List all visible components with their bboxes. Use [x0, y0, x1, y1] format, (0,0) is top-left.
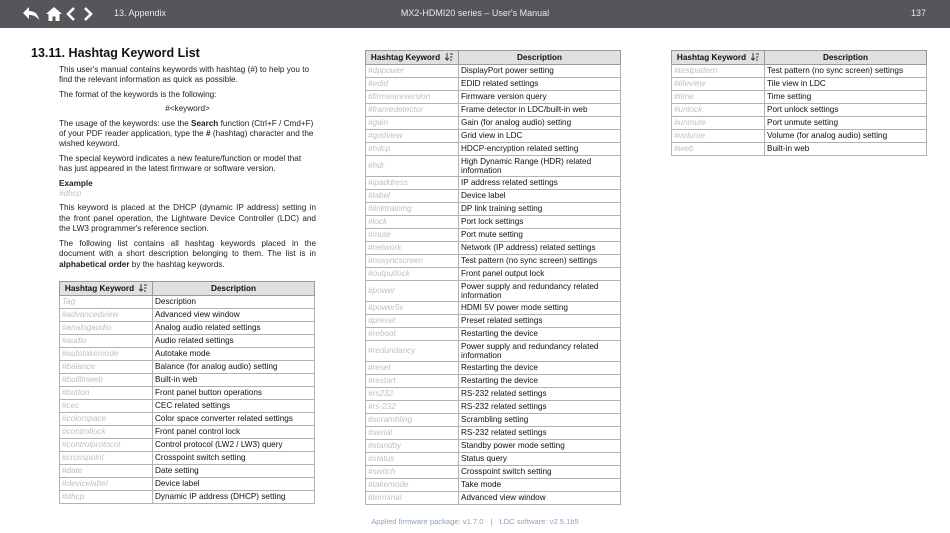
table-row [366, 281, 621, 302]
table-row [366, 117, 621, 130]
format-paragraph: The format of the keywords is the following: [59, 89, 217, 99]
sort-icon [751, 53, 759, 61]
keyword-description: Time setting [765, 91, 927, 104]
table-row [60, 439, 315, 452]
keyword-description: Preset related settings [459, 315, 621, 328]
keyword-column-header[interactable]: Hashtag Keyword [366, 51, 459, 65]
hashtag-keyword: #lock [366, 216, 459, 229]
keyword-description: Restarting the device [459, 362, 621, 375]
table-row [366, 130, 621, 143]
table-row [366, 190, 621, 203]
keyword-column-header[interactable]: Hashtag Keyword [60, 282, 153, 296]
table-row [60, 374, 315, 387]
keyword-description: Take mode [459, 479, 621, 492]
table-row [672, 143, 927, 156]
hashtag-keyword: #time [672, 91, 765, 104]
table-row [366, 302, 621, 315]
hashtag-table-1 [59, 281, 315, 504]
table-row [366, 216, 621, 229]
description-column-header: Description [459, 51, 621, 65]
table-row [60, 296, 315, 309]
keyword-description: Tile view in LDC [765, 78, 927, 91]
document-title: MX2-HDMI20 series – User's Manual [400, 8, 550, 18]
example-description: This keyword is placed at the DHCP (dynamic IP address) setting in the front panel operation, the Lightware Device Controller (LDC) and the LW3 programmer's reference section. [59, 203, 316, 234]
description-column-header: Description [765, 51, 927, 65]
table-row [366, 414, 621, 427]
hashtag-table-3 [671, 50, 927, 156]
hashtag-table-2 [365, 50, 621, 505]
hashtag-keyword: #preset [366, 315, 459, 328]
hashtag-keyword: #power [366, 281, 459, 302]
table-row [366, 242, 621, 255]
footer [0, 517, 950, 526]
hashtag-keyword: #balance [60, 361, 153, 374]
hashtag-keyword: #devicelabel [60, 478, 153, 491]
hashtag-keyword: #crosspoint [60, 452, 153, 465]
hashtag-keyword: #standby [366, 440, 459, 453]
hashtag-keyword: #gain [366, 117, 459, 130]
table-row [366, 492, 621, 505]
keyword-description: Test pattern (no sync screen) settings [459, 255, 621, 268]
table-row [366, 229, 621, 242]
keyword-description: RS-232 related settings [459, 388, 621, 401]
hashtag-keyword: #gridview [366, 130, 459, 143]
table-row [366, 479, 621, 492]
keyword-description: Front panel control lock [153, 426, 315, 439]
table-row [366, 466, 621, 479]
keyword-description: Advanced view window [459, 492, 621, 505]
hashtag-keyword: #dppower [366, 65, 459, 78]
firmware-version-link[interactable]: Applied firmware package: v1.7.0 [371, 517, 484, 526]
table-row [366, 362, 621, 375]
keyword-description: Device label [459, 190, 621, 203]
keyword-description: Port lock settings [459, 216, 621, 229]
keyword-description: Network (IP address) related settings [459, 242, 621, 255]
hashtag-keyword: #unlock [672, 104, 765, 117]
keyword-description: Front panel output lock [459, 268, 621, 281]
keyword-description: EDID related settings [459, 78, 621, 91]
table-row [366, 91, 621, 104]
keyword-description: DisplayPort power setting [459, 65, 621, 78]
hashtag-keyword: #web [672, 143, 765, 156]
table-row [672, 78, 927, 91]
keyword-description: Device label [153, 478, 315, 491]
hashtag-keyword: #tileview [672, 78, 765, 91]
table-row [60, 478, 315, 491]
keyword-description: Grid view in LDC [459, 130, 621, 143]
hashtag-keyword: #scrambling [366, 414, 459, 427]
hashtag-keyword: #firmwareversion [366, 91, 459, 104]
table-row [366, 177, 621, 190]
keyword-description: RS-232 related settings [459, 401, 621, 414]
table-row [60, 465, 315, 478]
hashtag-keyword: #rs232 [366, 388, 459, 401]
table-row [366, 104, 621, 117]
table-row [366, 440, 621, 453]
hashtag-keyword: #edid [366, 78, 459, 91]
table-row [60, 413, 315, 426]
hashtag-keyword: #date [60, 465, 153, 478]
section-title: 13.11. Hashtag Keyword List [31, 46, 200, 60]
keyword-description: Dynamic IP address (DHCP) setting [153, 491, 315, 504]
hashtag-keyword: #rs-232 [366, 401, 459, 414]
description-column-header: Description [153, 282, 315, 296]
hashtag-keyword: #audio [60, 335, 153, 348]
keyword-description: Control protocol (LW2 / LW3) query [153, 439, 315, 452]
table-row [60, 361, 315, 374]
keyword-description: Volume (for analog audio) setting [765, 130, 927, 143]
keyword-description: Power supply and redundancy related information [459, 341, 621, 362]
table-row [366, 65, 621, 78]
hashtag-keyword: #power5v [366, 302, 459, 315]
table-row [366, 255, 621, 268]
keyword-description: Port unlock settings [765, 104, 927, 117]
hashtag-keyword: #network [366, 242, 459, 255]
table-row [60, 452, 315, 465]
keyword-description: Analog audio related settings [153, 322, 315, 335]
hashtag-keyword: #advancedview [60, 309, 153, 322]
chapter-title: 13. Appendix [114, 8, 167, 18]
section-content [31, 46, 316, 274]
hashtag-keyword: #analogaudio [60, 322, 153, 335]
table-row [672, 130, 927, 143]
example-keyword: #dhcp [59, 189, 82, 199]
table-row [672, 91, 927, 104]
table-row [366, 203, 621, 216]
hashtag-keyword: #linktraining [366, 203, 459, 216]
hashtag-keyword: #ipaddress [366, 177, 459, 190]
keyword-description: Crosspoint switch setting [153, 452, 315, 465]
hashtag-keyword: #colorspace [60, 413, 153, 426]
keyword-description: Gain (for analog audio) setting [459, 117, 621, 130]
keyword-description: Balance (for analog audio) setting [153, 361, 315, 374]
sort-icon [139, 284, 147, 292]
table-row [60, 387, 315, 400]
keyword-description: Built-in web [153, 374, 315, 387]
table-row [672, 65, 927, 78]
table-row [60, 400, 315, 413]
hashtag-keyword: #button [60, 387, 153, 400]
hashtag-keyword: #serial [366, 427, 459, 440]
table-row [60, 335, 315, 348]
table-row [60, 309, 315, 322]
keyword-description: Crosspoint switch setting [459, 466, 621, 479]
keyword-description: High Dynamic Range (HDR) related information [459, 156, 621, 177]
table-row [366, 427, 621, 440]
page-number: 137 [910, 8, 926, 18]
hashtag-keyword: #reset [366, 362, 459, 375]
table-row [60, 426, 315, 439]
keyword-description: Audio related settings [153, 335, 315, 348]
example-label: Example [59, 178, 93, 188]
hashtag-keyword: #dhcp [60, 491, 153, 504]
table-row [366, 78, 621, 91]
intro-paragraph: This user's manual contains keywords with hashtag (#) to help you to find the relevant information as quick as possible. [59, 65, 310, 85]
keyword-description: Built-in web [765, 143, 927, 156]
table-row [672, 104, 927, 117]
table-row [366, 328, 621, 341]
format-keyword: #<keyword> [165, 104, 210, 114]
table-row [366, 156, 621, 177]
table-row [366, 341, 621, 362]
table-row [366, 268, 621, 281]
keyword-description: Autotake mode [153, 348, 315, 361]
top-bar [0, 0, 950, 28]
keyword-description: Scrambling setting [459, 414, 621, 427]
hashtag-keyword: #cec [60, 400, 153, 413]
hashtag-keyword: #testpattern [672, 65, 765, 78]
hashtag-keyword: #controllock [60, 426, 153, 439]
keyword-description: Color space converter related settings [153, 413, 315, 426]
keyword-description: DP link training setting [459, 203, 621, 216]
table-row [366, 315, 621, 328]
keyword-description: Port mute setting [459, 229, 621, 242]
keyword-description: Front panel button operations [153, 387, 315, 400]
table-row [366, 401, 621, 414]
hashtag-keyword: #mute [366, 229, 459, 242]
keyword-description: Date setting [153, 465, 315, 478]
hashtag-keyword: #volume [672, 130, 765, 143]
hashtag-keyword: #outputlock [366, 268, 459, 281]
keyword-description: Status query [459, 453, 621, 466]
keyword-description: Frame detector in LDC/built-in web [459, 104, 621, 117]
keyword-description: HDCP-encryption related setting [459, 143, 621, 156]
table-row [60, 322, 315, 335]
hashtag-keyword: #terminal [366, 492, 459, 505]
usage-paragraph: The usage of the keywords: use the Search function (Ctrl+F / Cmd+F) of your PDF reader application, type the # (hashtag) character and the wished keyword. [59, 118, 314, 149]
new-keyword-paragraph: The special keyword indicates a new feature/function or model that has just appeared in the latest firmware or software version. [59, 153, 302, 174]
keyword-description: Advanced view window [153, 309, 315, 322]
keyword-description: Test pattern (no sync screen) settings [765, 65, 927, 78]
hashtag-keyword: #restart [366, 375, 459, 388]
table-row [60, 348, 315, 361]
table-row [60, 491, 315, 504]
keyword-description: HDMI 5V power mode setting [459, 302, 621, 315]
keyword-description: Description [153, 296, 315, 309]
keyword-description: RS-232 related settings [459, 427, 621, 440]
hashtag-keyword: #switch [366, 466, 459, 479]
sort-icon [445, 53, 453, 61]
hashtag-keyword: #redundancy [366, 341, 459, 362]
software-version-link[interactable]: LDC software: v2.5.1b5 [499, 517, 579, 526]
keyword-description: Port unmute setting [765, 117, 927, 130]
hashtag-keyword: #framedetector [366, 104, 459, 117]
table-row [672, 117, 927, 130]
keyword-column-header[interactable]: Hashtag Keyword [672, 51, 765, 65]
table-row [366, 375, 621, 388]
keyword-description: IP address related settings [459, 177, 621, 190]
hashtag-keyword: #hdcp [366, 143, 459, 156]
footer-separator: | [490, 517, 493, 526]
keyword-description: Firmware version query [459, 91, 621, 104]
hashtag-keyword: #reboot [366, 328, 459, 341]
hashtag-keyword: #takemode [366, 479, 459, 492]
keyword-description: Restarting the device [459, 328, 621, 341]
keyword-description: Power supply and redundancy related information [459, 281, 621, 302]
table-row [366, 143, 621, 156]
hashtag-keyword: #nosyncscreen [366, 255, 459, 268]
hashtag-keyword: #status [366, 453, 459, 466]
table-row [366, 388, 621, 401]
table-row [366, 453, 621, 466]
hashtag-keyword: #hdr [366, 156, 459, 177]
hashtag-keyword: Tag [60, 296, 153, 309]
hashtag-keyword: #unmute [672, 117, 765, 130]
keyword-description: CEC related settings [153, 400, 315, 413]
keyword-description: Standby power mode setting [459, 440, 621, 453]
hashtag-keyword: #autotakemode [60, 348, 153, 361]
keyword-description: Restarting the device [459, 375, 621, 388]
list-description: The following list contains all hashtag keywords placed in the document with a short description belonging to them. The list is in alphabetical order by the hashtag keywords. [59, 238, 316, 269]
hashtag-keyword: #label [366, 190, 459, 203]
hashtag-keyword: #controlprotocol [60, 439, 153, 452]
hashtag-keyword: #builtinweb [60, 374, 153, 387]
